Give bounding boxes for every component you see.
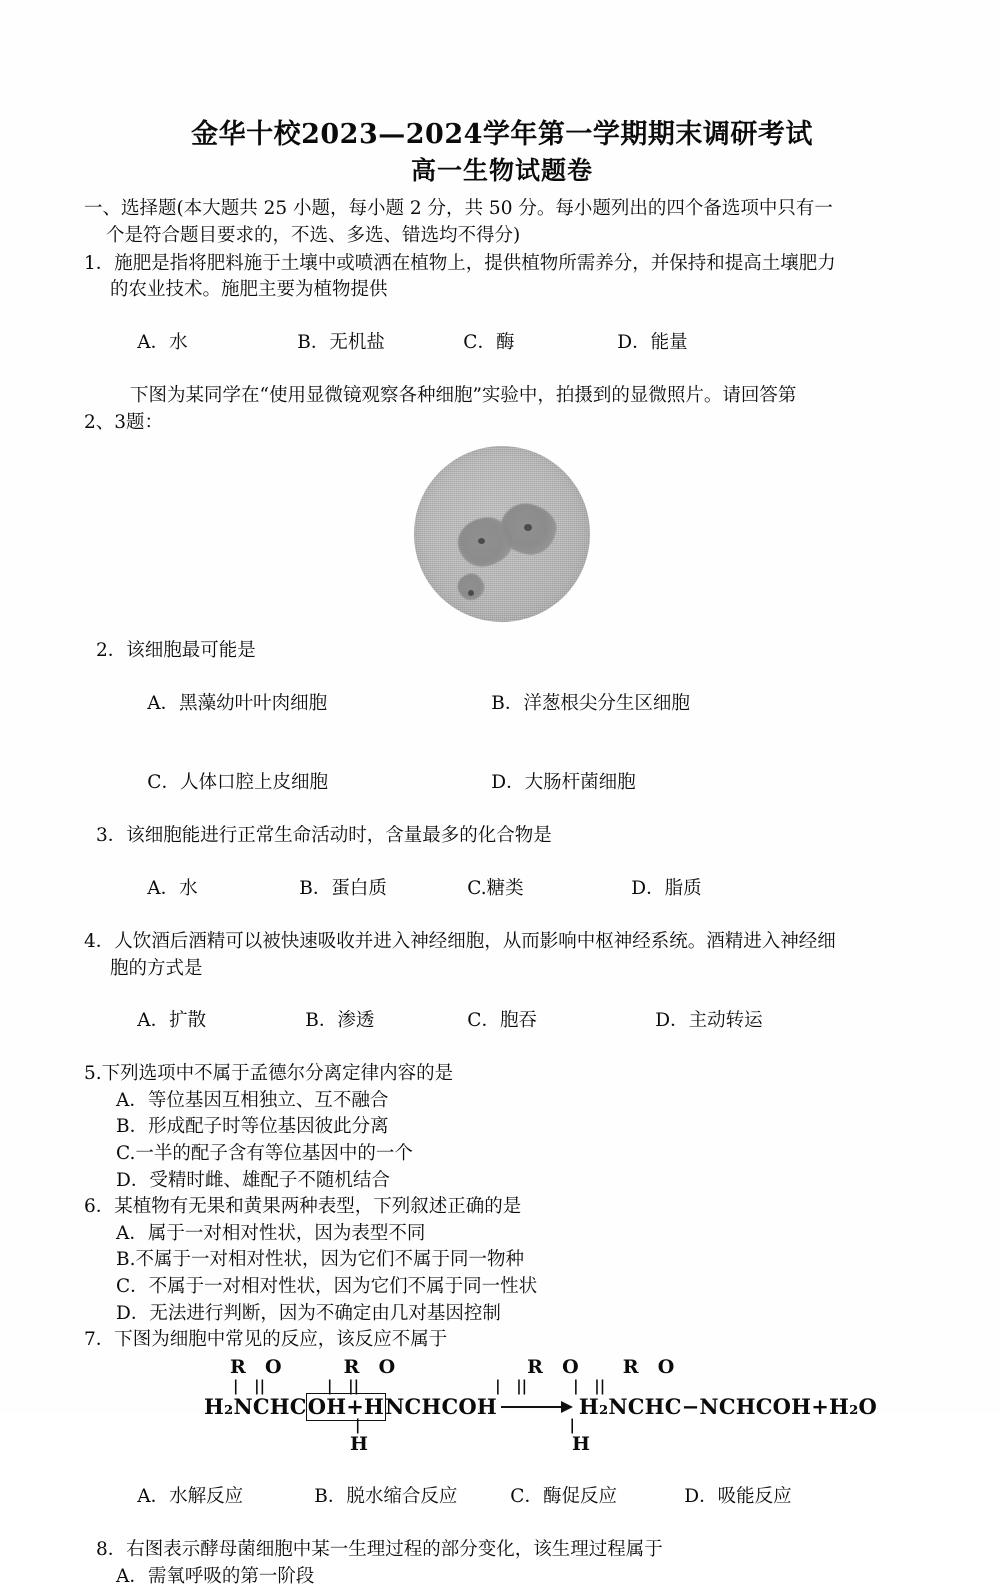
question-4-stem-line2: 胞的方式是 bbox=[110, 957, 203, 979]
question-5-stem: 5.下列选项中不属于孟德尔分离定律内容的是 bbox=[84, 1063, 454, 1085]
reaction-bottom-bond-lines bbox=[204, 1415, 877, 1435]
question-3-stem: 3．该细胞能进行正常生命活动时，含量最多的化合物是 bbox=[96, 825, 552, 847]
question-2-stem: 2．该细胞最可能是 bbox=[96, 640, 256, 662]
question-4-option-b[interactable]: B．渗透 bbox=[305, 1010, 375, 1032]
left-r-o-label-1: R O bbox=[230, 1355, 284, 1378]
left-reactant-fragment-a: H₂NCHC bbox=[204, 1393, 307, 1419]
question-4-stem bbox=[84, 929, 920, 982]
question-7-option-a[interactable]: A．水解反应 bbox=[137, 1486, 244, 1508]
question-7-option-c[interactable]: C．酶促反应 bbox=[510, 1486, 617, 1508]
right-r-o-label-2: R O bbox=[622, 1355, 677, 1378]
question-2-option-b[interactable]: B．洋葱根尖分生区细胞 bbox=[491, 693, 690, 715]
question-6-option-d[interactable]: D．无法进行判断，因为不确定由几对基因控制 bbox=[116, 1302, 501, 1324]
question-1-stem-line2: 的农业技术。施肥主要为植物提供 bbox=[110, 279, 388, 301]
right-product-fragment-b: NCHCOH bbox=[699, 1393, 812, 1419]
question-3-option-d[interactable]: D．脂质 bbox=[631, 878, 702, 900]
question-3-option-a[interactable]: A．水 bbox=[147, 878, 198, 900]
question-4-option-d[interactable]: D．主动转运 bbox=[655, 1010, 763, 1032]
question-5-options bbox=[84, 1088, 920, 1195]
product-plus-sign: + bbox=[811, 1393, 830, 1419]
exam-title: 金华十校2023—2024学年第一学期期末调研考试 bbox=[191, 119, 813, 150]
peptide-bond-reaction-diagram bbox=[84, 1355, 920, 1455]
right-amide-hydrogen: H bbox=[571, 1432, 590, 1455]
left-reactant-fragment-b: NCHCOH bbox=[385, 1393, 497, 1419]
question-4-option-c[interactable]: C．胞吞 bbox=[467, 1010, 537, 1032]
question-6-option-a[interactable]: A．属于一对相对性状，因为表型不同 bbox=[116, 1222, 426, 1244]
figure-lead-in bbox=[84, 383, 920, 436]
question-7-option-d[interactable]: D．吸能反应 bbox=[684, 1486, 792, 1508]
question-1-stem bbox=[84, 251, 920, 304]
question-2-option-c[interactable]: C．人体口腔上皮细胞 bbox=[147, 772, 328, 794]
section-instructions-line2: 个是符合题目要求的，不选、多选、错选均不得分) bbox=[106, 224, 521, 246]
reaction-top-bond-lines bbox=[204, 1376, 877, 1395]
question-2-option-d[interactable]: D．大肠杆菌细胞 bbox=[491, 772, 636, 794]
question-4-option-a[interactable]: A．扩散 bbox=[137, 1010, 207, 1032]
right-r-o-label-1: R O bbox=[527, 1355, 581, 1378]
exam-subtitle: 高一生物试题卷 bbox=[410, 155, 593, 185]
right-bond-group-2: | || bbox=[573, 1376, 606, 1395]
question-7-option-b[interactable]: B．脱水缩合反应 bbox=[314, 1486, 458, 1508]
section-one-instructions bbox=[84, 196, 920, 249]
question-1-option-d[interactable]: D．能量 bbox=[617, 332, 688, 354]
question-5-option-d[interactable]: D．受精时雌、雄配子不随机结合 bbox=[116, 1169, 390, 1191]
figure-lead-in-line2: 2、3题： bbox=[84, 411, 164, 433]
left-bond-group-1: | || bbox=[233, 1376, 266, 1395]
question-1-option-c[interactable]: C．酶 bbox=[463, 332, 515, 354]
question-3-option-b[interactable]: B．蛋白质 bbox=[299, 878, 387, 900]
question-6-option-c[interactable]: C．不属于一对相对性状，因为它们不属于同一性状 bbox=[116, 1276, 538, 1298]
question-4-options bbox=[84, 982, 920, 1061]
question-1-option-b[interactable]: B．无机盐 bbox=[297, 332, 385, 354]
reaction-top-substituent-labels bbox=[204, 1355, 877, 1378]
question-6-option-b[interactable]: B.不属于一对相对性状，因为它们不属于同一物种 bbox=[116, 1249, 524, 1271]
question-5-option-c[interactable]: C.一半的配子含有等位基因中的一个 bbox=[116, 1143, 413, 1165]
reaction-main-equation bbox=[204, 1393, 877, 1419]
reaction-inner bbox=[204, 1355, 877, 1455]
question-8-stem: 8．右图表示酵母菌细胞中某一生理过程的部分变化，该生理过程属于 bbox=[96, 1539, 663, 1561]
question-6-stem: 6．某植物有无果和黄果两种表型，下列叙述正确的是 bbox=[84, 1196, 522, 1218]
question-3-option-c[interactable]: C.糖类 bbox=[467, 878, 524, 900]
left-amide-hydrogen: H bbox=[350, 1432, 368, 1455]
question-8-options bbox=[84, 1564, 920, 1590]
question-3-options bbox=[84, 850, 920, 929]
section-instructions-line1: 一、选择题(本大题共 25 小题，每小题 2 分，共 50 分。每小题列出的四个备选项中只有一 bbox=[84, 198, 833, 220]
question-7-stem: 7．下图为细胞中常见的反应，该反应不属于 bbox=[84, 1329, 448, 1351]
question-1-options bbox=[84, 304, 920, 383]
left-r-o-label-2: R O bbox=[343, 1355, 398, 1378]
question-5-option-b[interactable]: B．形成配子时等位基因彼此分离 bbox=[116, 1116, 389, 1138]
page-content bbox=[84, 118, 920, 1590]
question-8-option-a[interactable]: A．需氧呼吸的第一阶段 bbox=[116, 1565, 315, 1587]
microscope-photo bbox=[402, 442, 602, 630]
right-product-fragment-a: H₂NCHC bbox=[578, 1393, 682, 1419]
microscope-figure bbox=[84, 442, 920, 634]
figure-lead-in-line1: 下图为某同学在“使用显微镜观察各种细胞”实验中，拍摄到的显微照片。请回答第 bbox=[130, 385, 797, 407]
question-4-stem-line1: 4．人饮酒后酒精可以被快速吸收并进入神经细胞，从而影响中枢神经系统。酒精进入神经细 bbox=[84, 931, 836, 953]
right-bond-group-1: | || bbox=[495, 1376, 528, 1395]
left-nitrogen-bond: | bbox=[355, 1415, 361, 1434]
removed-group-box: OH+H bbox=[307, 1393, 385, 1419]
question-7-options bbox=[84, 1458, 920, 1537]
question-5-option-a[interactable]: A．等位基因互相独立、互不融合 bbox=[116, 1089, 389, 1111]
left-bond-group-2: | || bbox=[327, 1376, 360, 1395]
reaction-arrow-icon bbox=[501, 1402, 575, 1412]
water-molecule: H₂O bbox=[829, 1393, 877, 1419]
question-2-options-row2 bbox=[84, 744, 920, 823]
right-nitrogen-bond: | bbox=[569, 1415, 575, 1434]
peptide-bond-link: − bbox=[681, 1393, 700, 1419]
reaction-bottom-hydrogens bbox=[204, 1432, 877, 1455]
question-1-option-a[interactable]: A．水 bbox=[137, 332, 188, 354]
question-1-stem-line1: 1．施肥是指将肥料施于土壤中或喷洒在植物上，提供植物所需养分，并保持和提高土壤肥力 bbox=[84, 252, 836, 274]
question-2-options-row1 bbox=[84, 665, 920, 744]
question-2-option-a[interactable]: A．黑藻幼叶叶肉细胞 bbox=[147, 693, 328, 715]
question-6-options bbox=[84, 1221, 920, 1328]
